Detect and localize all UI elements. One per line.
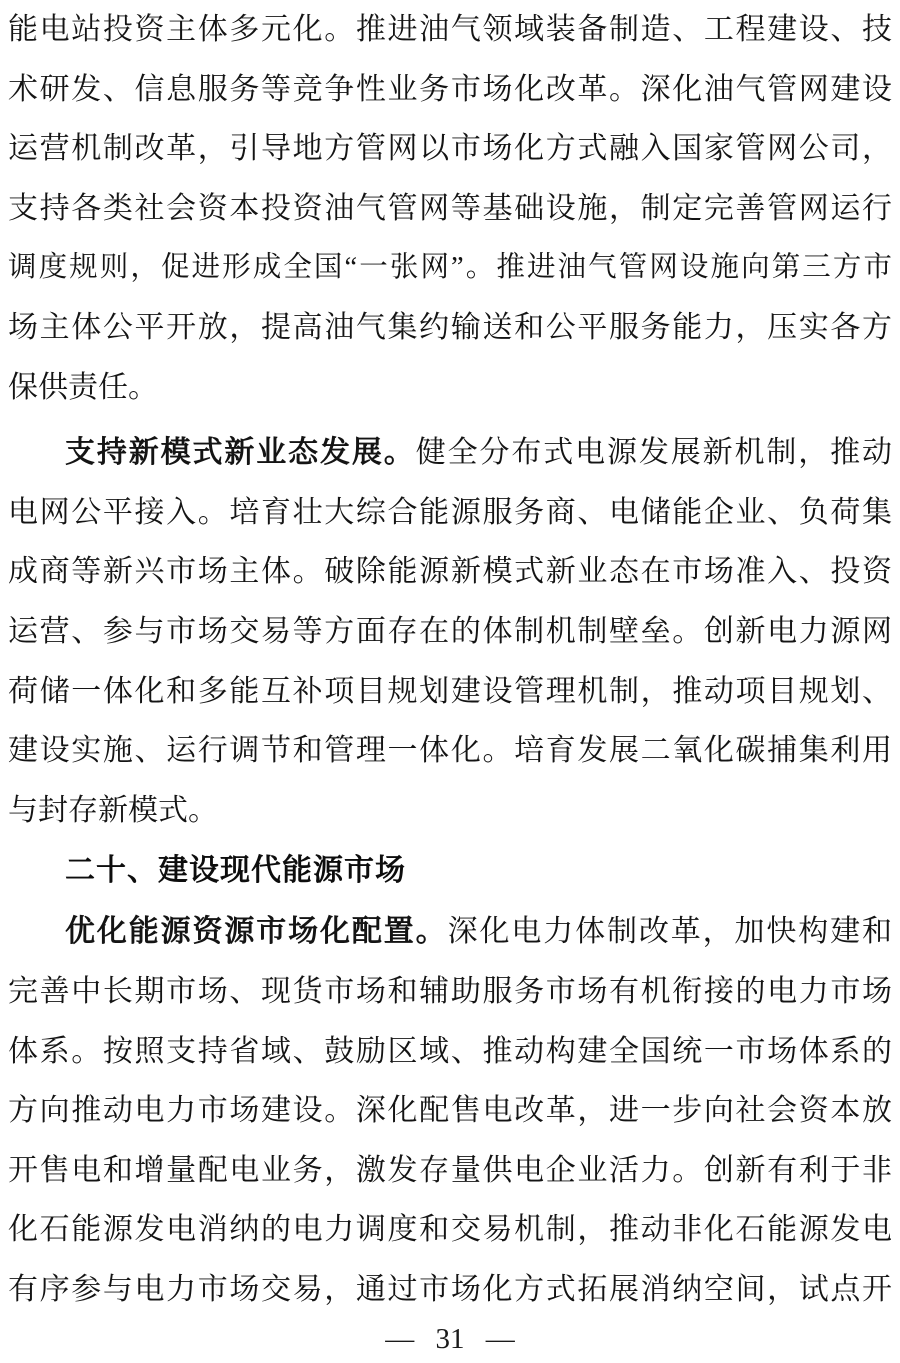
- text-line: 建设实施、运行调节和管理一体化。培育发展二氧化碳捕集利用: [8, 734, 892, 768]
- text-line: 运营、参与市场交易等方面存在的体制机制壁垒。创新电力源网: [8, 614, 892, 648]
- paragraph-text: 健全分布式电源发展新机制，推动: [415, 436, 892, 470]
- text-line: 开售电和增量配电业务，激发存量供电企业活力。创新有利于非: [8, 1153, 892, 1187]
- text-line: 保供责任。: [8, 370, 158, 404]
- section-heading: 二十、建设现代能源市场: [65, 854, 406, 888]
- text-line: 体系。按照支持省域、鼓励区域、推动构建全国统一市场体系的: [8, 1034, 892, 1068]
- paragraph-lead-bold: 优化能源资源市场化配置。: [65, 915, 448, 949]
- text-line: 能电站投资主体多元化。推进油气领域装备制造、工程建设、技: [8, 13, 892, 46]
- text-line: 支持各类社会资本投资油气管网等基础设施，制定完善管网运行: [8, 191, 892, 225]
- paragraph-new-models: [8, 423, 892, 840]
- paragraph-continuation: [8, 0, 892, 417]
- text-line: 成商等新兴市场主体。破除能源新模式新业态在市场准入、投资: [8, 555, 892, 589]
- text-line: 调度规则，促进形成全国“一张网”。推进油气管网设施向第三方市: [8, 252, 892, 284]
- text-line: 化石能源发电消纳的电力调度和交易机制，推动非化石能源发电: [8, 1213, 892, 1247]
- text-line: 与封存新模式。: [8, 793, 218, 827]
- text-line: 场主体公平开放，提高油气集约输送和公平服务能力，压实各方: [8, 310, 892, 344]
- text-line: 完善中长期市场、现货市场和辅助服务市场有机衔接的电力市场: [8, 974, 892, 1008]
- text-line: 方向推动电力市场建设。深化配售电改革，进一步向社会资本放: [8, 1094, 892, 1128]
- text-line: 荷储一体化和多能互补项目规划建设管理机制，推动项目规划、: [8, 674, 892, 708]
- page-number: — 31 —: [385, 1323, 515, 1356]
- paragraph-text: 深化电力体制改革，加快构建和: [447, 915, 892, 949]
- text-line: 运营机制改革，引导地方管网以市场化方式融入国家管网公司，: [8, 132, 892, 166]
- paragraph-first-line: [8, 423, 892, 483]
- text-line: 有序参与电力市场交易，通过市场化方式拓展消纳空间，试点开: [8, 1272, 892, 1306]
- text-line: 电网公平接入。培育壮大综合能源服务商、电储能企业、负荷集: [8, 495, 892, 529]
- paragraph-market-allocation: [8, 902, 892, 1319]
- paragraph-lead-bold: 支持新模式新业态发展。: [65, 436, 416, 470]
- text-line: 术研发、信息服务等竞争性业务市场化改革。深化油气管网建设: [8, 72, 892, 106]
- paragraph-first-line: [8, 902, 892, 962]
